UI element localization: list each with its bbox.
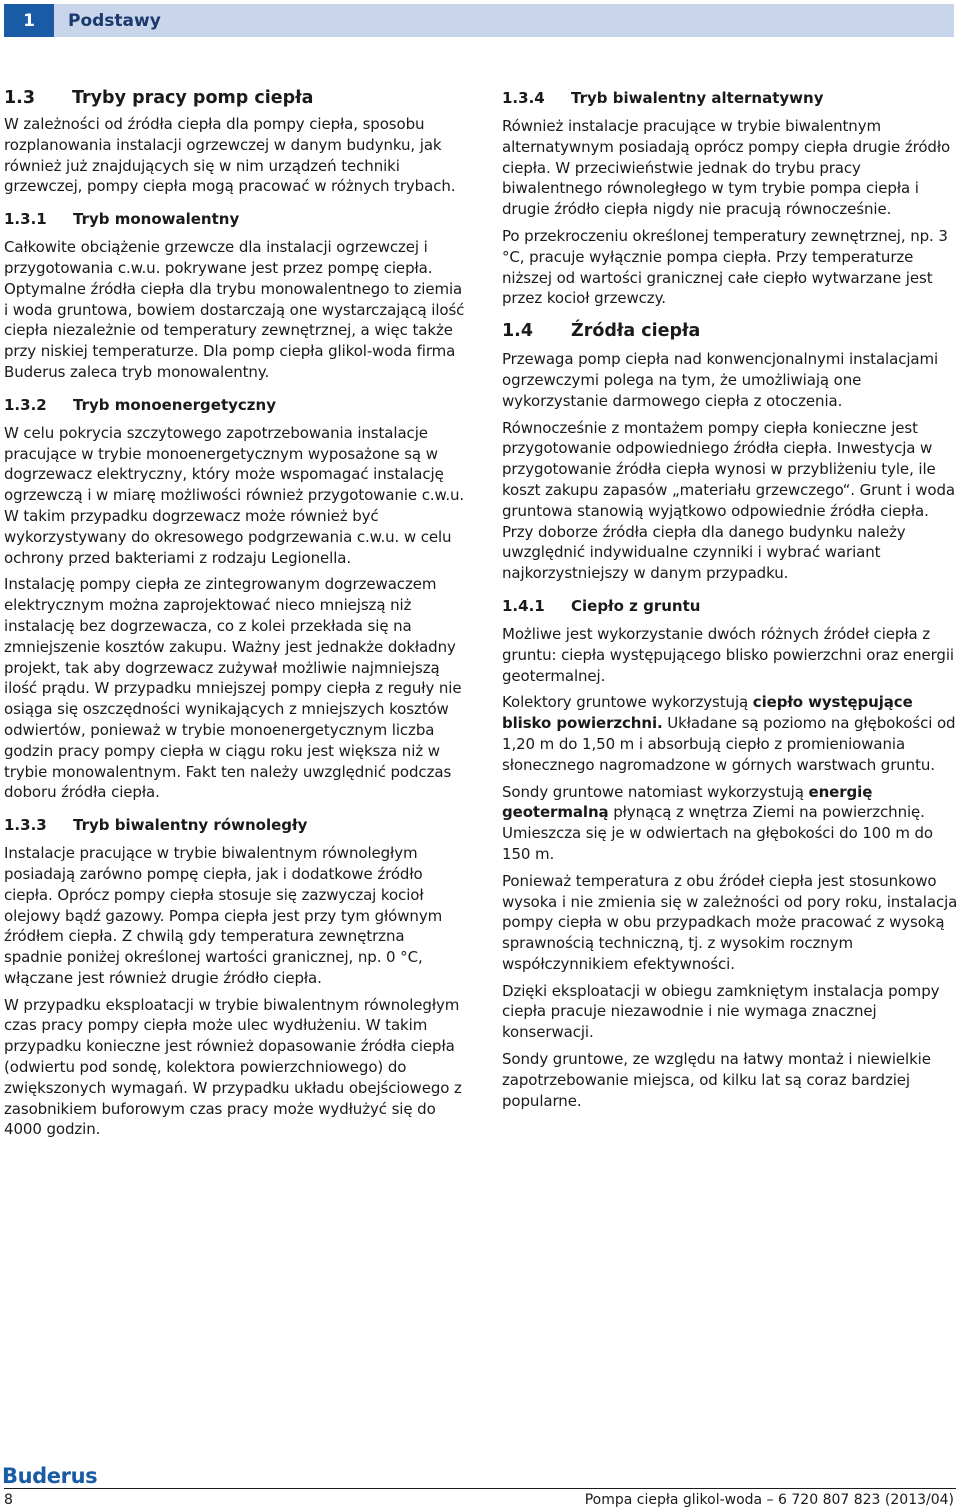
paragraph: Po przekroczeniu określonej temperatury zewnętrznej, np. 3 °C, pracuje wyłącznie pompa ciepła. Przy temperaturze niższej od wartości granicznej całe ciepło wytwarzane jest przez kocioł grzewczy. [502, 226, 948, 308]
subsection-number: 1.3.2 [4, 395, 47, 414]
subsection-number: 1.3.3 [4, 816, 47, 835]
subsection-heading-1-4-1 [502, 596, 958, 616]
paragraph: Instalacje pracujące w trybie biwalentnym równoległym posiadają zarówno pompę ciepła, jak i dodatkowe źródło ciepła. Oprócz pompy ciepła stosuje się zazwyczaj kocioł olejowy bądź gazowy. Pompa ciepła jest przy tym głównym źródłem ciepła. Z chwilą gdy temperatura zewnętrzna spadnie poniżej określonej wartości granicznej, np. 0 °C, włączane jest również drugie źródło ciepła. [4, 844, 443, 987]
bold-term: ciepło występujące blisko powierzchni. [502, 693, 913, 733]
section-heading-1-3 [4, 88, 466, 108]
left-column [4, 86, 466, 1146]
subsection-title: Tryb biwalentny równoległy [73, 816, 308, 835]
right-column [502, 86, 958, 1117]
subsection-heading-1-3-4 [502, 88, 958, 108]
subsection-title: Tryb biwalentny alternatywny [571, 89, 824, 107]
paragraph: Przewaga pomp ciepła nad konwencjonalnymi instalacjami ogrzewczymi polega na tym, że umożliwiają one wykorzystanie darmowego ciepła z otoczenia. [502, 350, 939, 410]
section-title: Źródła ciepła [571, 321, 701, 342]
subsection-number: 1.3.4 [502, 89, 545, 107]
text-run: Układane są poziomo na głębokości od 1,20 m do 1,50 m i absorbują ciepło z promieniowania słonecznego nagromadzone w górnych warstwach gruntu. [502, 714, 956, 774]
subsection-number: 1.4.1 [502, 596, 545, 615]
chapter-number: 1 [4, 4, 54, 37]
section-title: Tryby pracy pomp ciepła [72, 88, 314, 108]
paragraph [502, 782, 958, 865]
paragraph: W zależności od źródła ciepła dla pompy ciepła, sposobu rozplanowania instalacji ogrzewczej w danym budynku, jak również już znajdujących się w nim urządzeń techniki grzewczej, pompy ciepła mogą pracować w różnych trybach. [4, 115, 456, 196]
paragraph: Ponieważ temperatura z obu źródeł ciepła jest stosunkowo wysoka i nie zmienia się w zależności od pory roku, instalacja pompy ciepła w obu przypadkach może pracować z wysoką sprawnością techniczną, tj. z wysokim rocznym współczynnikiem efektywności. [502, 871, 958, 973]
text-run: płynącą z wnętrza Ziemi na powierzchnię. Umieszcza się je w odwiertach na głębokości do 100 m do 150 m. [502, 803, 934, 863]
paragraph: Sondy gruntowe, ze względu na łatwy montaż i niewielkie zapotrzebowanie miejsca, od kilku lat są coraz bardziej popularne. [502, 1050, 931, 1110]
subsection-title: Ciepło z gruntu [571, 596, 701, 615]
paragraph: W przypadku eksploatacji w trybie biwalentnym równoległym czas pracy pompy ciepła może ulec wydłużeniu. W takim przypadku konieczne jest również dopasowanie źródła ciepła (odwiertu pod sondę, kolektora powierzchniowego) do zwiększonych wymagań. W przypadku układu obejściowego z zasobnikiem buforowym czas pracy może wydłużyć się do 4000 godzin. [4, 995, 462, 1139]
subsection-number: 1.3.1 [4, 210, 47, 229]
paragraph: Całkowite obciążenie grzewcze dla instalacji ogrzewczej i przygotowania c.w.u. pokrywane jest przez pompę ciepła. Optymalne źródła ciepła dla trybu monowalentnego to ziemia i woda gruntowa, bowiem dostarczają one wystarczającą ilość ciepła niezależnie od temperatury zewnętrznej, a więc także przy niskiej temperaturze. Dla pomp ciepła glikol-woda firma Buderus zaleca tryb monowalentny. [4, 238, 465, 381]
subsection-title: Tryb monowalentny [73, 210, 240, 229]
text-run: Kolektory gruntowe wykorzystują [502, 693, 753, 712]
section-number: 1.4 [502, 321, 534, 342]
subsection-heading-1-3-2 [4, 395, 466, 415]
chapter-header [4, 4, 954, 37]
subsection-heading-1-3-3 [4, 815, 466, 835]
bold-term: energię geotermalną [502, 782, 873, 822]
paragraph: Instalację pompy ciepła ze zintegrowanym dogrzewaczem elektrycznym można zaprojektować nieco mniejszą niż instalację bez dogrzewacza, co z kolei przekłada się na zmniejszenie kosztów zakupu. Ważny jest jednakże dokładny projekt, tak aby dogrzewacz zużywał możliwie najmniejszą ilość prądu. W przypadku mniejszej pompy ciepła z reguły nie osiąga się oszczędności wynikających z mniejszych kosztów odwiertów, ponieważ w trybie monoenergetycznym liczba godzin pracy pompy ciepła w ciągu roku jest większa niż w trybie monowalentnym. Fakt ten należy uwzględnić podczas doboru źródła ciepła. [4, 575, 462, 802]
document-reference: Pompa ciepła glikol-woda – 6 720 807 823 (2013/04) [584, 1492, 954, 1508]
paragraph: Możliwe jest wykorzystanie dwóch różnych źródeł ciepła z gruntu: ciepła występującego blisko powierzchni oraz energii geotermalnej. [502, 624, 954, 685]
buderus-logo: Buderus [2, 1464, 98, 1488]
text-run: Sondy gruntowe natomiast wykorzystują [502, 782, 809, 801]
section-heading-1-4 [502, 321, 958, 341]
subsection-title: Tryb monoenergetyczny [73, 395, 276, 414]
paragraph: Równocześnie z montażem pompy ciepła konieczne jest przygotowanie odpowiedniego źródła ciepła. Inwestycja w przygotowanie źródła ciepła wynosi w przybliżeniu tyle, ile koszt zakupu zapasów „materiału grzewczego“. Grunt i woda gruntowa stanowią wyjątkowo odpowiednie źródła ciepła. Przy doborze źródła ciepła dla danego budynku należy uwzględnić indywidualne czynniki i wybrać wariant najkorzystniejszy w danym przypadku. [502, 418, 955, 583]
chapter-title: Podstawy [68, 10, 161, 31]
paragraph: W celu pokrycia szczytowego zapotrzebowania instalacje pracujące w trybie monoenergetycznym wyposażone są w dogrzewacz elektryczny, który może wspomagać instalację ogrzewczą i w miarę możliwości również przygotowanie c.w.u. W takim przypadku dogrzewacz może również być wykorzystywany do okresowego podgrzewania c.w.u. w celu ochrony przed bakteriami z rodzaju Legionella. [4, 423, 465, 567]
paragraph: Również instalacje pracujące w trybie biwalentnym alternatywnym posiadają oprócz pompy ciepła drugie źródło ciepła. W przeciwieństwie jednak do trybu pracy biwalentnego równoległego w tym trybie pompa ciepła i drugie źródło ciepła nigdy nie pracują równocześnie. [502, 117, 951, 219]
footer-divider [4, 1488, 956, 1489]
paragraph: Dzięki eksploatacji w obiegu zamkniętym instalacja pompy ciepła pracuje niezawodnie i nie wymaga znacznej konserwacji. [502, 981, 940, 1042]
subsection-heading-1-3-1 [4, 209, 466, 229]
paragraph [502, 692, 958, 775]
section-number: 1.3 [4, 88, 36, 108]
page-number: 8 [4, 1492, 13, 1508]
